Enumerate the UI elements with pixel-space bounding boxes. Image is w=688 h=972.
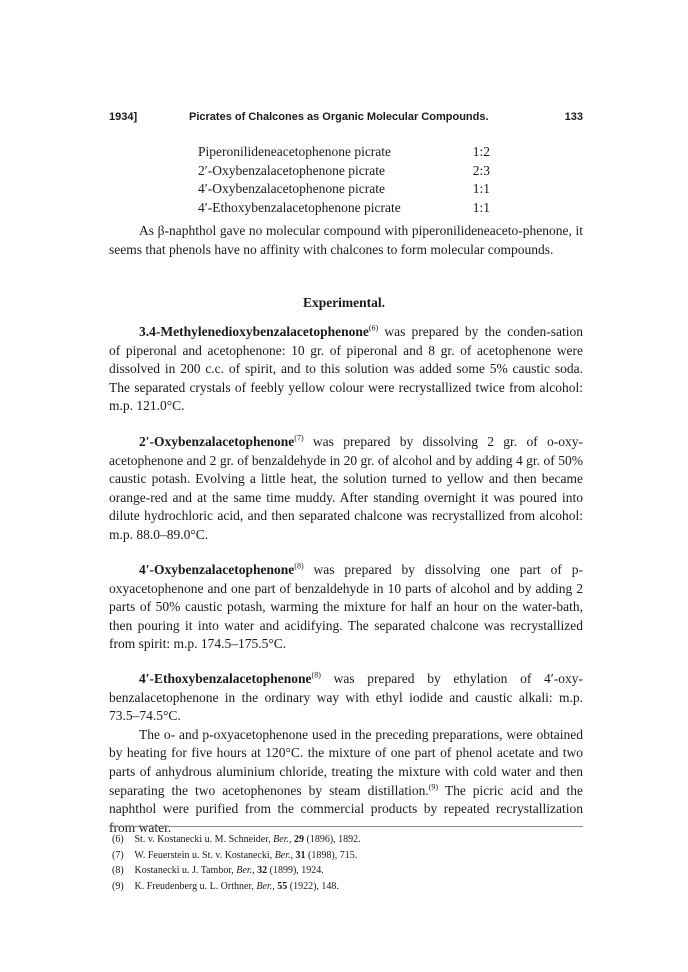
picrate-ratio-table xyxy=(198,143,490,217)
paragraph-text: was prepared by dissolving 2 gr. of o-oxy-acetophenone and 2 gr. of benzaldehyde in 20 gr. of alcohol and by adding 4 gr. of 50% caustic potash. Evolving a little heat, the solution turned to yellow and then became orange-red and at the same time muddy. After standing overnight it was poured into dilute hydrochloric acid, and then separated chalcone was recrystallized from alcohol: m.p. 88.0–89.0°C. xyxy=(109,434,583,542)
compound-title: 3.4-Methylenedioxybenzalacetophenone xyxy=(139,324,369,339)
compound-name: 4′-Ethoxybenzalacetophenone picrate xyxy=(198,199,401,215)
footnote-details: (1922), 148. xyxy=(289,880,339,892)
table-row xyxy=(198,162,490,181)
reference-mark: (7) xyxy=(294,433,304,443)
compound-title: 4′-Oxybenzalacetophenone xyxy=(139,562,295,577)
table-row xyxy=(198,143,490,162)
molar-ratio: 1:1 xyxy=(472,199,490,215)
footnote-volume: 55 xyxy=(277,880,288,892)
footnote xyxy=(112,832,582,848)
reference-mark: (8) xyxy=(294,561,304,571)
molar-ratio: 1:2 xyxy=(472,144,490,159)
footnote xyxy=(112,863,582,879)
paragraph-text: was prepared by dissolving one part of p-oxyacetophenone and one part of benzaldehyde in 10 parts of alcohol and by adding 2 parts of 50% caustic potash, warming the mixture for half an hour on the water-bath, then pouring it into water and acidifying. The separated chalcone was recrystallized from spirit: m.p. 174.5–175.5°C. xyxy=(109,562,583,652)
running-title: Picrates of Chalcones as Organic Molecular Compounds. xyxy=(189,111,489,123)
footnote xyxy=(112,879,582,895)
footnote-journal: Ber., xyxy=(273,834,292,845)
footnote-journal: Ber., xyxy=(274,849,294,861)
section-heading: Experimental. xyxy=(302,295,386,310)
molar-ratio: 1:1 xyxy=(472,181,490,196)
footnote-volume: 32 xyxy=(257,865,268,876)
footnote-number: (9) xyxy=(112,880,124,892)
footnote-details: (1898), 715. xyxy=(308,849,358,861)
experimental-block-1 xyxy=(109,323,583,416)
experimental-block-2 xyxy=(109,433,583,545)
reference-mark: (6) xyxy=(368,323,379,333)
paragraph-text: was prepared by the conden-sation of piperonal and acetophenone: 10 gr. of piperonal and 8 gr. of acetophenone were dissolved in 200 c.c. of spirit, and to this solution was added some 5% caustic soda. The separated crystals of feebly yellow colour were recrystallized twice from alcohol: m.p. 121.0°C. xyxy=(109,324,583,414)
compound-name: Piperonilideneacetophenone picrate xyxy=(198,144,392,159)
footnotes xyxy=(112,832,582,894)
table-row xyxy=(198,199,490,218)
compound-title: 4′-Ethoxybenzalacetophenone xyxy=(139,671,312,686)
footnote-number: (6) xyxy=(112,834,124,845)
footnote-authors: K. Freudenberg u. L. Orthner, xyxy=(134,880,254,892)
footnote-volume: 31 xyxy=(295,849,306,861)
compound-name: 4′-Oxybenzalacetophenone picrate xyxy=(198,181,385,196)
journal-year: 1934] xyxy=(109,111,138,123)
footnote-authors: W. Feuerstein u. St. v. Kostanecki, xyxy=(134,849,273,861)
footnote-number: (8) xyxy=(112,865,124,876)
footnote-details: (1896), 1892. xyxy=(306,834,361,845)
intro-paragraph: As β-naphthol gave no molecular compound with piperonilideneaceto-phenone, it seems that phenols have no affinity with chalcones to form molecular compounds. xyxy=(109,223,583,257)
paragraph-text: was prepared by ethylation of 4′-oxy-benzalacetophenone in the ordinary way with ethyl iodide and caustic alkali: m.p. 73.5–74.5°C. xyxy=(109,671,583,724)
footnote-volume: 29 xyxy=(294,834,304,845)
table-row xyxy=(198,180,490,199)
compound-name: 2′-Oxybenzalacetophenone picrate xyxy=(198,162,385,178)
paragraph-text: The picric acid and the naphthol were purified from the commercial products by repeated recrystallization from water. xyxy=(109,782,583,835)
molar-ratio: 2:3 xyxy=(472,162,490,178)
body-paragraph xyxy=(109,670,583,726)
experimental-block-4 xyxy=(109,670,583,837)
body-paragraph xyxy=(109,726,583,838)
intro-block xyxy=(109,222,583,259)
footnote-journal: Ber., xyxy=(236,865,255,876)
reference-mark: (9) xyxy=(428,782,439,792)
reference-mark: (8) xyxy=(311,670,321,680)
body-paragraph xyxy=(109,433,583,545)
footnote-authors: St. v. Kostanecki u. M. Schneider, xyxy=(134,834,271,845)
paragraph-text: The o- and p-oxyacetophenone used in the preceding preparations, were obtained by heating for five hours at 120°C. the mixture of one part of phenol acetate and two parts of anhydrous aluminium chloride, treating the mixture with cold water and then separating the two acetophenones by steam distillation. xyxy=(109,726,583,798)
footnote-number: (7) xyxy=(112,849,124,861)
body-paragraph xyxy=(109,323,583,416)
footnote xyxy=(112,848,582,864)
body-paragraph xyxy=(109,561,583,654)
page-number: 133 xyxy=(564,111,583,123)
compound-title: 2′-Oxybenzalacetophenone xyxy=(139,434,295,449)
footnote-details: (1899), 1924. xyxy=(269,865,324,876)
footnote-authors: Kostanecki u. J. Tambor, xyxy=(134,865,234,876)
experimental-block-3 xyxy=(109,561,583,654)
footnote-journal: Ber., xyxy=(256,880,275,892)
footnote-divider xyxy=(109,826,583,827)
